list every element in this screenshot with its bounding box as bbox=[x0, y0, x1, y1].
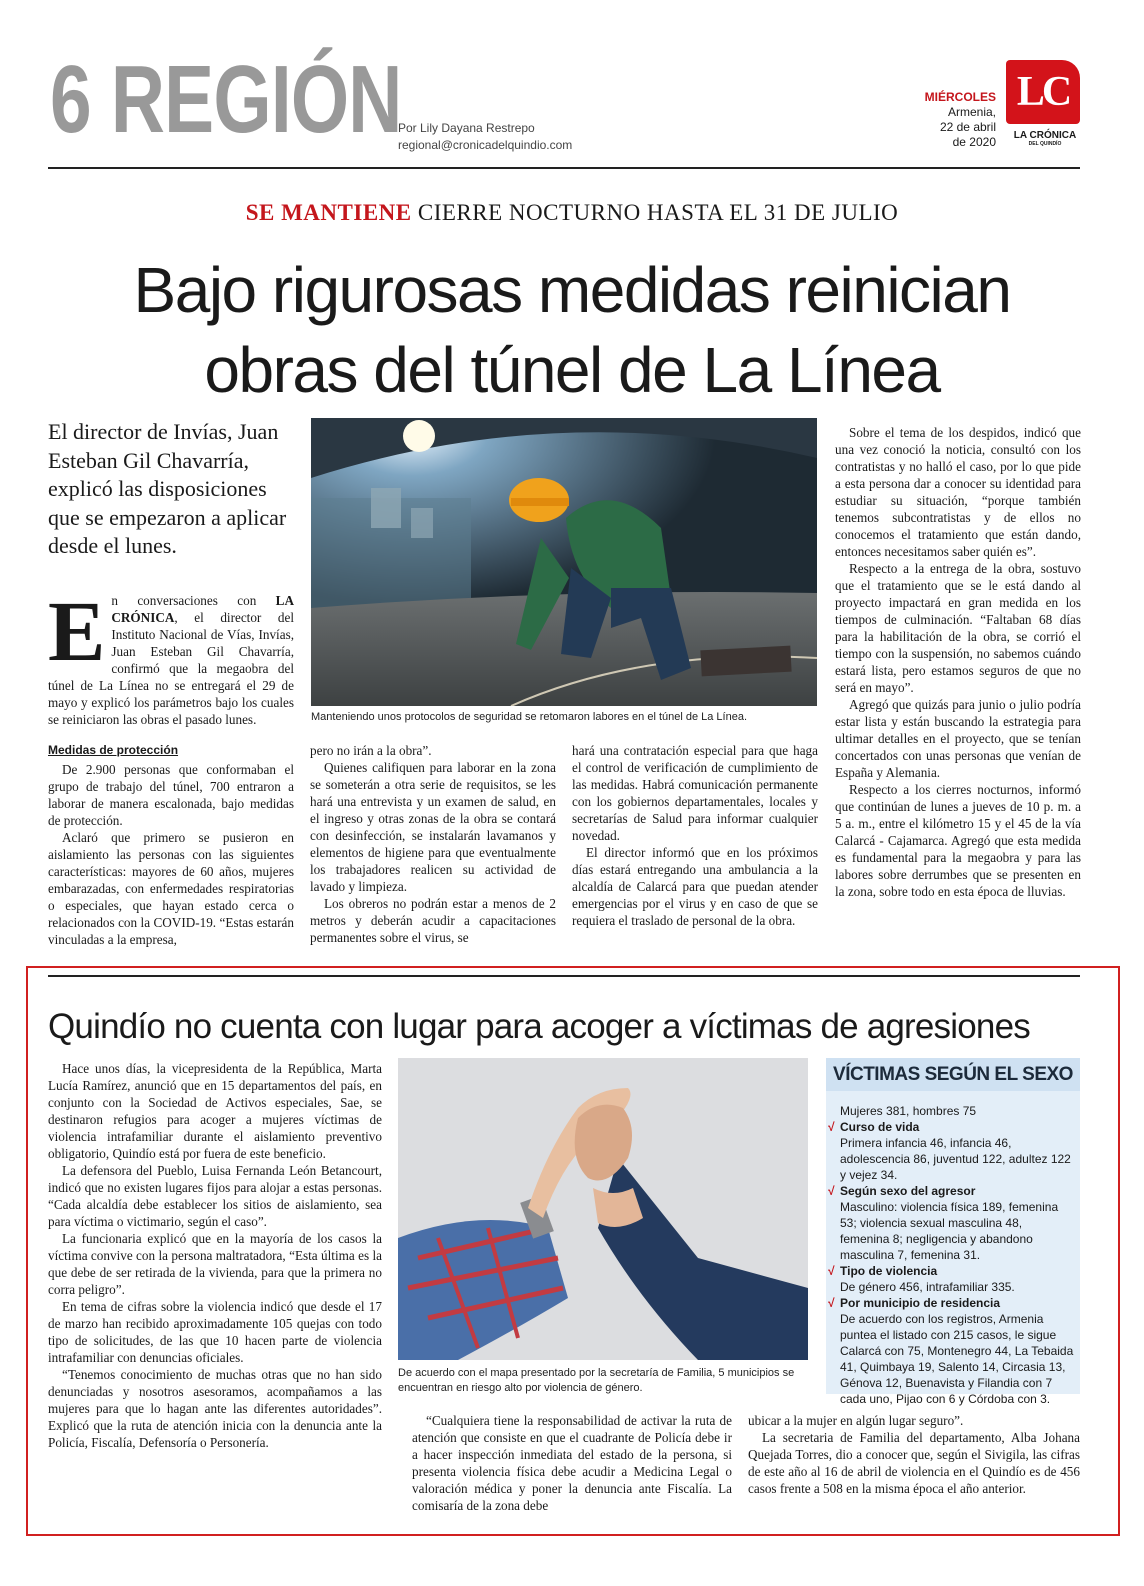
logo-sub: DEL QUINDÍO bbox=[1028, 141, 1062, 147]
intro-bold: LA CRÓNICA bbox=[111, 593, 294, 625]
clasped-hands-photo bbox=[398, 1058, 808, 1360]
paragraph: Aclaró que primero se pusieron en aislamiento las personas con las siguientes características: mayores de 60 años, mujeres embarazadas, con enfermedades respiratorias o especiales, que hayan estado cerca o relacionados con la COVID-19. “Estas estarán vinculadas a la empresa, bbox=[48, 830, 294, 947]
paragraph: Sobre el tema de los despidos, indicó que una vez conoció la noticia, consultó con los contratistas y no halló el caso, por lo que pide a esta persona dar a conocer su identidad para estudiar su situación, “porque también tenemos subcontratistas y de ellos no conocemos el tratamiento que están dando, entonces necesitamos saber quién es”. bbox=[835, 425, 1081, 559]
sidebar-intro: Mujeres 381, hombres 75 bbox=[840, 1104, 977, 1118]
paragraph: Respecto a la entrega de la obra, sostuvo que el tratamiento que se le está dando al proyecto impactará en gran medida en los tiempos de culminación. “Faltaban 68 días para la habilitación de la obra, se corrió el tiempo con la suspensión, no sabemos cuándo estará lista, pero estamos seguros de que no será en mayo”. bbox=[835, 561, 1081, 695]
paragraph: Los obreros no podrán estar a menos de 2 metros y deberán acudir a capacitaciones permanentes sobre el virus, se bbox=[310, 896, 556, 945]
city: Armenia, bbox=[947, 105, 996, 119]
subhead: Medidas de protección bbox=[48, 743, 179, 757]
lead-column-3 bbox=[572, 742, 818, 929]
logo-name: LA CRÓNICA bbox=[1013, 130, 1077, 141]
header-rule bbox=[48, 167, 1080, 169]
sidebar-heading-life-course: √ Curso de vida bbox=[840, 1119, 1074, 1135]
paragraph: El director informó que en los próximos días estará entregando una ambulancia a la alcaldía de Calarcá para que puedan atender emergencias por el virus y en caso de que se requiera el traslado de personal de la obra. bbox=[572, 845, 818, 928]
deck: El director de Invías, Juan Esteban Gil Chavarría, explicó las disposiciones que se empezaron a aplicar desde el lunes. bbox=[48, 419, 287, 558]
section-title: 6 REGIÓN bbox=[50, 46, 402, 153]
sidebar-title: VÍCTIMAS SEGÚN EL SEXO bbox=[826, 1058, 1080, 1091]
lead-intro bbox=[48, 583, 294, 728]
second-column-2 bbox=[412, 1412, 732, 1514]
lead-column-2 bbox=[310, 742, 556, 946]
second-headline: Quindío no cuenta con lugar para acoger a víctimas de agresiones bbox=[48, 1007, 1030, 1046]
kicker bbox=[0, 200, 1144, 226]
second-column-3 bbox=[748, 1412, 1080, 1497]
second-photo-caption: De acuerdo con el mapa presentado por la secretaría de Familia, 5 municipios se encuentran en riesgo alto por violencia de género. bbox=[398, 1367, 795, 1394]
headline bbox=[40, 250, 1104, 410]
intro-text-a: n conversaciones con bbox=[111, 593, 276, 608]
paragraph: “Cualquiera tiene la responsabilidad de activar la ruta de atención que consiste en que el cuadrante de Policía debe ir a hacer inspección inmediata del estado de la persona, si presenta violencia física debe acudir a Medicina Legal o valoración médica y poner la denuncia ante Fiscalía. La comisaría de la zona debe bbox=[412, 1413, 732, 1513]
sidebar-text: Primera infancia 46, infancia 46, adolescencia 86, juventud 122, adultez 122 y vejez 34. bbox=[840, 1136, 1071, 1182]
paragraph: De 2.900 personas que conformaban el grupo de trabajo del túnel, 700 entraron a laborar de manera escalonada, bajo medidas de protección. bbox=[48, 762, 294, 828]
paragraph: La funcionaria explicó que en la mayoría de los casos la víctima convive con la persona maltratadora, “Esta última es la que debe de ser retirada de la vivienda, para que la primera no corra peligro”. bbox=[48, 1231, 382, 1297]
paragraph: Quienes califiquen para laborar en la zona se someterán a otra serie de requisitos, se les hará una entrevista y un examen de salud, en el ingreso y otras zonas de la obra se contará con desinfección, se instalarán lavamanos y elementos de higiene para que eventualmente los trabajadores realicen su actividad de lavado y limpieza. bbox=[310, 760, 556, 894]
sidebar-text: De acuerdo con los registros, Armenia puntea el listado con 215 casos, le sigue Calarcá con 75, Montenegro 44, La Tebaida 41, Quimbaya 19, Salento 14, Circasia 13, Génova 12, Buenavista y Filandia con 7 cada uno, Pijao con 6 y Córdoba con 3. bbox=[840, 1312, 1074, 1406]
headline-line2: obras del túnel de La Línea bbox=[204, 334, 940, 406]
paragraph: Hace unos días, la vicepresidenta de la República, Marta Lucía Ramírez, anunció que en 15 departamentos del país, en conjunto con la Sociedad de Activos especiales, Sae, se destinaron refugios para acoger a mujeres víctimas de violencia intrafamiliar durante el aislamiento preventivo obligatorio, Quindío está por fuera de este beneficio. bbox=[48, 1061, 382, 1161]
sidebar-heading-municipality: √ Por municipio de residencia bbox=[840, 1295, 1074, 1311]
paragraph: Agregó que quizás para junio o julio podría estar lista y están buscando la estrategia para ultimar detalles en el proyecto, que se tenían concertados con unas personas que venían de España y Alemania. bbox=[835, 697, 1081, 780]
paragraph: La secretaria de Familia del departamento, Alba Johana Quejada Torres, dio a conocer que, según el Sivigila, las cifras de este año al 16 de abril de violencia en el Quindío es de 456 casos frente a 508 en la misma época el año anterior. bbox=[748, 1430, 1080, 1496]
byline bbox=[398, 120, 572, 154]
paragraph: hará una contratación especial para que haga el control de verificación de cumplimiento de las medidas. Habrá comunicación permanente con los gobiernos departamentales, locales y secretarías de Salud para informar cualquier novedad. bbox=[572, 743, 818, 843]
tunnel-worker-illustration bbox=[311, 418, 817, 706]
date-line2: de 2020 bbox=[952, 135, 996, 149]
intro-text-b: , el director del Instituto Nacional de Vías, Invías, Juan Esteban Gil Chavarría, confirmó que la megaobra del túnel de La Línea no se entregará el 29 de mayo y explicó los parámetros bajo los cuales se reiniciaron las obras el pasado lunes. bbox=[48, 610, 294, 727]
headline-line1: Bajo rigurosas medidas reinician bbox=[133, 254, 1011, 326]
second-column-1 bbox=[48, 1060, 382, 1451]
tunnel-worker-photo bbox=[311, 418, 817, 706]
section-rule bbox=[48, 975, 1080, 977]
kicker-highlight: SE MANTIENE bbox=[245, 200, 412, 225]
kicker-text: CIERRE NOCTURNO HASTA EL 31 DE JULIO bbox=[411, 200, 899, 225]
newspaper-logo: LC bbox=[1006, 60, 1080, 124]
sidebar-text: De género 456, intrafamiliar 335. bbox=[840, 1280, 1015, 1294]
lead-column-4 bbox=[835, 424, 1081, 900]
drop-cap: E bbox=[48, 583, 106, 679]
byline-email[interactable]: regional@cronicadelquindio.com bbox=[398, 138, 573, 152]
weekday: MIÉRCOLES bbox=[924, 90, 996, 104]
paragraph: pero no irán a la obra”. bbox=[310, 743, 432, 758]
sidebar-heading-aggressor-sex: √ Según sexo del agresor bbox=[840, 1183, 1074, 1199]
paragraph: Respecto a los cierres nocturnos, informó que continúan de lunes a jueves de 10 p. m. a 5 a. m., entre el kilómetro 15 y el 45 de la vía Calarcá - Cajamarca. Agregó que esta medida es fundamental para la megaobra y para las labores sobre derrumbes que se presenten en la zona, sobre todo en esta época de lluvias. bbox=[835, 782, 1081, 899]
paragraph: “Tenemos conocimiento de muchas otras que no han sido denunciadas y nosotros asesoramos, acompañamos a las mujeres para que lo hagan ante las diferentes autoridades”. Explicó que la ruta de atención inicia con la denuncia ante la Policía, Fiscalía, Defensoría o Personería. bbox=[48, 1367, 382, 1450]
lead-photo-caption: Manteniendo unos protocolos de seguridad se retomaron labores en el túnel de La Línea. bbox=[311, 711, 748, 723]
paragraph: La defensora del Pueblo, Luisa Fernanda León Betancourt, indicó que no existen lugares fijos para alojar a estas personas. “Cada alcaldía debe establecer los sitios de aislamiento, sea para víctima o victimario, según el caso”. bbox=[48, 1163, 382, 1229]
sidebar-body bbox=[826, 1091, 1080, 1407]
victims-sidebar bbox=[826, 1058, 1080, 1406]
date-line1: 22 de abril bbox=[939, 120, 996, 134]
hands-illustration bbox=[398, 1058, 808, 1360]
sidebar-heading-violence-type: √ Tipo de violencia bbox=[840, 1263, 1074, 1279]
issue-date bbox=[880, 90, 996, 150]
paragraph: ubicar a la mujer en algún lugar seguro”. bbox=[748, 1413, 964, 1428]
newspaper-logo-name bbox=[1000, 130, 1090, 147]
lead-column-1 bbox=[48, 742, 294, 948]
paragraph: En tema de cifras sobre la violencia indicó que desde el 17 de marzo han recibido aproximadamente 105 quejas con todo tipo de solicitudes, de las que 10 hacen parte de violencia intrafamiliar con denuncias oficiales. bbox=[48, 1299, 382, 1365]
byline-author: Por Lily Dayana Restrepo bbox=[398, 121, 535, 135]
sidebar-text: Masculino: violencia física 189, femenina 53; violencia sexual masculina 48, femenina 8; negligencia y abandono masculina 7, femenina 31. bbox=[840, 1200, 1059, 1262]
